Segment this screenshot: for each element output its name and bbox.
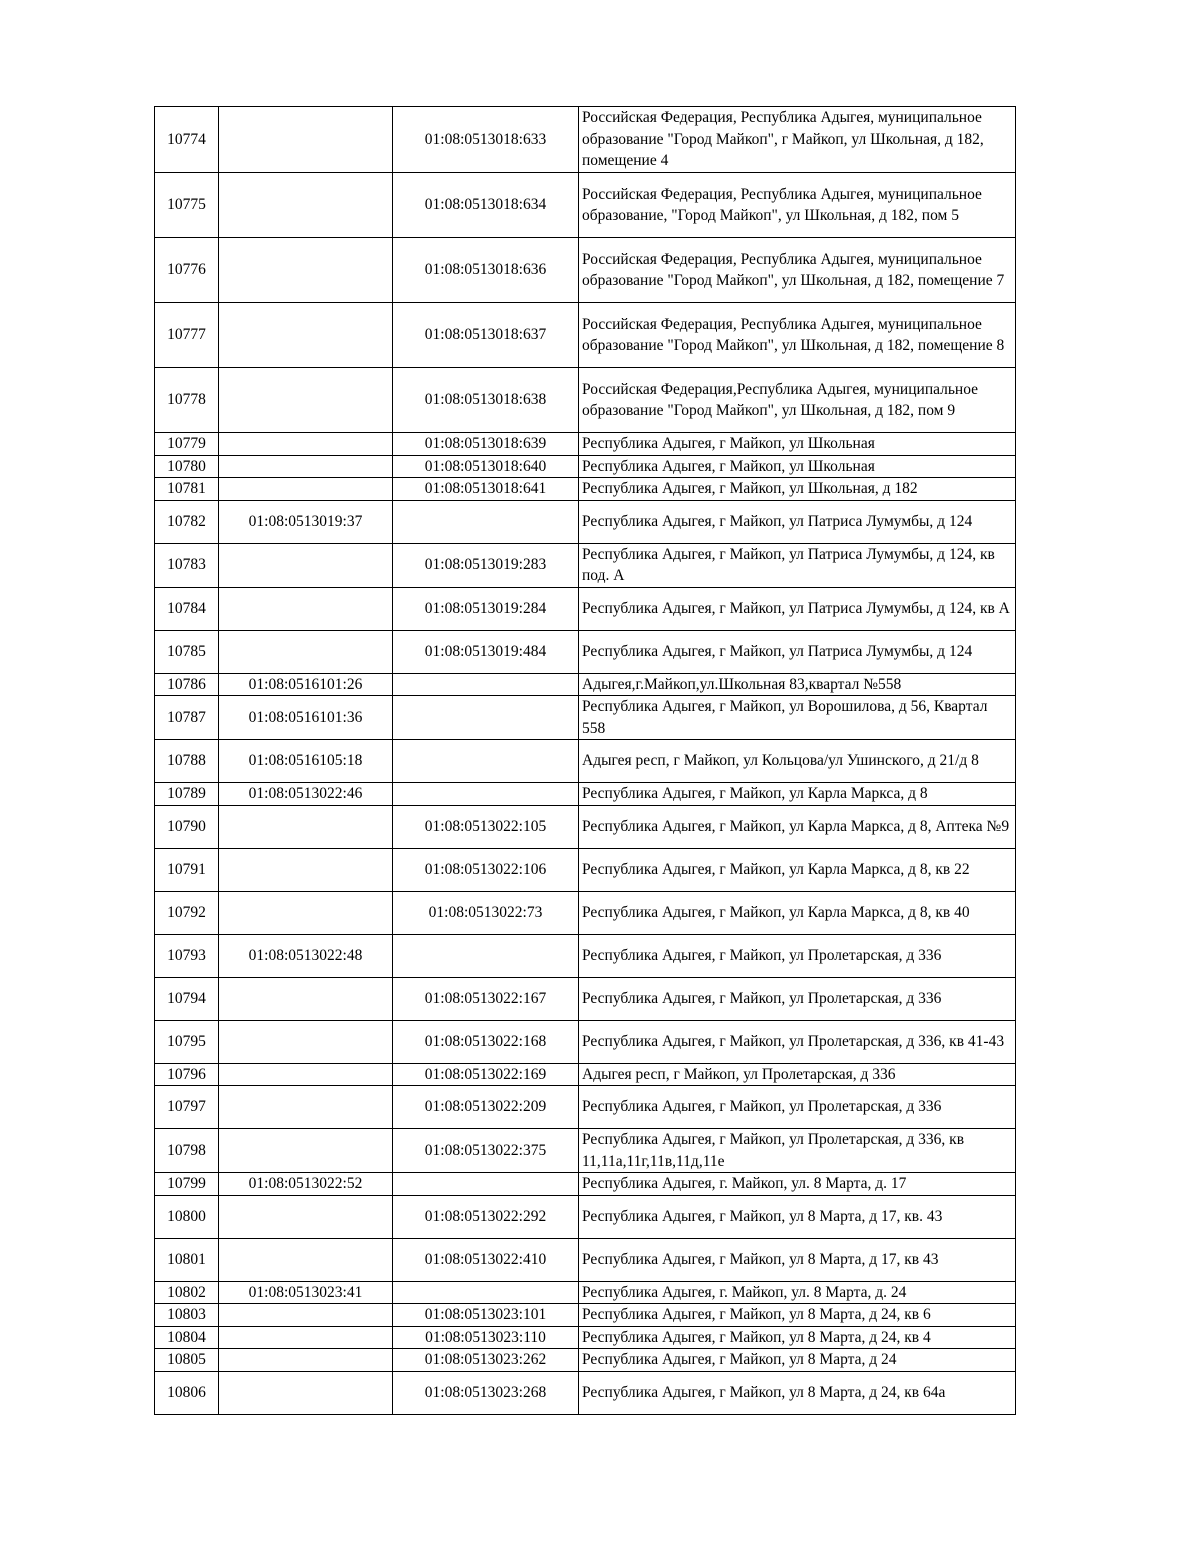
table-row [155,173,1016,238]
address-cell: Республика Адыгея, г Майкоп, ул 8 Марта, д 17, кв. 43 [579,1195,1016,1238]
row-number-cell: 10799 [155,1173,219,1196]
address-cell: Адыгея респ, г Майкоп, ул Пролетарская, д 336 [579,1063,1016,1086]
row-number-cell: 10804 [155,1326,219,1349]
table-row [155,478,1016,501]
table-row [155,696,1016,740]
object-cadastral-number-cell: 01:08:0513022:375 [393,1129,579,1173]
land-cadastral-number-cell [219,587,393,630]
object-cadastral-number-cell: 01:08:0513018:636 [393,238,579,303]
object-cadastral-number-cell: 01:08:0513022:73 [393,891,579,934]
table-row [155,891,1016,934]
object-cadastral-number-cell: 01:08:0513023:101 [393,1304,579,1327]
land-cadastral-number-cell: 01:08:0516101:36 [219,696,393,740]
land-cadastral-number-cell [219,478,393,501]
address-cell: Республика Адыгея, г Майкоп, ул Пролетарская, д 336 [579,934,1016,977]
row-number-cell: 10801 [155,1238,219,1281]
address-cell: Российская Федерация, Республика Адыгея, муниципальное образование, "Город Майкоп", ул Школьная, д 182, пом 5 [579,173,1016,238]
address-cell: Республика Адыгея, г Майкоп, ул Карла Маркса, д 8 [579,783,1016,806]
object-cadastral-number-cell: 01:08:0513022:169 [393,1063,579,1086]
land-cadastral-number-cell [219,107,393,173]
land-cadastral-number-cell: 01:08:0513022:52 [219,1173,393,1196]
row-number-cell: 10785 [155,630,219,673]
table-row [155,630,1016,673]
address-cell: Российская Федерация, Республика Адыгея, муниципальное образование "Город Майкоп", ул Школьная, д 182, помещение 8 [579,303,1016,368]
row-number-cell: 10775 [155,173,219,238]
land-cadastral-number-cell [219,977,393,1020]
table-row [155,1349,1016,1372]
object-cadastral-number-cell [393,934,579,977]
address-cell: Республика Адыгея, г Майкоп, ул Патриса Лумумбы, д 124 [579,630,1016,673]
land-cadastral-number-cell: 01:08:0513022:46 [219,783,393,806]
object-cadastral-number-cell: 01:08:0513022:106 [393,848,579,891]
object-cadastral-number-cell: 01:08:0513023:268 [393,1371,579,1414]
registry-table [154,106,1016,1415]
land-cadastral-number-cell [219,543,393,587]
table-row [155,1371,1016,1414]
row-number-cell: 10784 [155,587,219,630]
land-cadastral-number-cell [219,1020,393,1063]
table-row [155,1086,1016,1129]
object-cadastral-number-cell: 01:08:0513023:262 [393,1349,579,1372]
address-cell: Республика Адыгея, г Майкоп, ул Карла Маркса, д 8, кв 40 [579,891,1016,934]
land-cadastral-number-cell [219,433,393,456]
object-cadastral-number-cell [393,673,579,696]
address-cell: Республика Адыгея, г Майкоп, ул Пролетарская, д 336 [579,1086,1016,1129]
table-row [155,783,1016,806]
row-number-cell: 10800 [155,1195,219,1238]
object-cadastral-number-cell: 01:08:0513018:634 [393,173,579,238]
land-cadastral-number-cell [219,891,393,934]
address-cell: Адыгея,г.Майкоп,ул.Школьная 83,квартал №558 [579,673,1016,696]
land-cadastral-number-cell [219,1086,393,1129]
table-row [155,1281,1016,1304]
row-number-cell: 10786 [155,673,219,696]
table-row [155,1173,1016,1196]
object-cadastral-number-cell: 01:08:0513022:167 [393,977,579,1020]
row-number-cell: 10803 [155,1304,219,1327]
table-row [155,1129,1016,1173]
row-number-cell: 10781 [155,478,219,501]
object-cadastral-number-cell [393,1281,579,1304]
table-row [155,1304,1016,1327]
row-number-cell: 10787 [155,696,219,740]
row-number-cell: 10792 [155,891,219,934]
land-cadastral-number-cell [219,1238,393,1281]
land-cadastral-number-cell: 01:08:0516101:26 [219,673,393,696]
address-cell: Республика Адыгея, г Майкоп, ул Пролетарская, д 336, кв 11,11а,11г,11в,11д,11е [579,1129,1016,1173]
address-cell: Республика Адыгея, г Майкоп, ул 8 Марта, д 24, кв 64а [579,1371,1016,1414]
row-number-cell: 10779 [155,433,219,456]
row-number-cell: 10796 [155,1063,219,1086]
land-cadastral-number-cell [219,238,393,303]
object-cadastral-number-cell: 01:08:0513019:484 [393,630,579,673]
address-cell: Российская Федерация, Республика Адыгея, муниципальное образование "Город Майкоп", г Майкоп, ул Школьная, д 182, помещение 4 [579,107,1016,173]
row-number-cell: 10789 [155,783,219,806]
object-cadastral-number-cell: 01:08:0513018:637 [393,303,579,368]
table-row [155,848,1016,891]
row-number-cell: 10802 [155,1281,219,1304]
land-cadastral-number-cell [219,1326,393,1349]
address-cell: Республика Адыгея, г Майкоп, ул Школьная, д 182 [579,478,1016,501]
row-number-cell: 10778 [155,368,219,433]
table-row [155,977,1016,1020]
address-cell: Республика Адыгея, г Майкоп, ул Карла Маркса, д 8, Аптека №9 [579,805,1016,848]
address-cell: Республика Адыгея, г Майкоп, ул Патриса Лумумбы, д 124 [579,500,1016,543]
land-cadastral-number-cell [219,1349,393,1372]
address-cell: Республика Адыгея, г Майкоп, ул Пролетарская, д 336 [579,977,1016,1020]
table-row [155,455,1016,478]
object-cadastral-number-cell [393,740,579,783]
row-number-cell: 10777 [155,303,219,368]
row-number-cell: 10782 [155,500,219,543]
object-cadastral-number-cell: 01:08:0513019:284 [393,587,579,630]
table-row [155,1238,1016,1281]
table-row [155,1326,1016,1349]
address-cell: Республика Адыгея, г Майкоп, ул 8 Марта, д 24 [579,1349,1016,1372]
object-cadastral-number-cell [393,783,579,806]
object-cadastral-number-cell: 01:08:0513018:633 [393,107,579,173]
row-number-cell: 10797 [155,1086,219,1129]
land-cadastral-number-cell [219,173,393,238]
row-number-cell: 10774 [155,107,219,173]
table-row [155,740,1016,783]
table-row [155,433,1016,456]
address-cell: Республика Адыгея, г. Майкоп, ул. 8 Марта, д. 24 [579,1281,1016,1304]
address-cell: Республика Адыгея, г Майкоп, ул Пролетарская, д 336, кв 41-43 [579,1020,1016,1063]
row-number-cell: 10806 [155,1371,219,1414]
address-cell: Республика Адыгея, г Майкоп, ул Карла Маркса, д 8, кв 22 [579,848,1016,891]
land-cadastral-number-cell [219,848,393,891]
table-row [155,1063,1016,1086]
address-cell: Адыгея респ, г Майкоп, ул Кольцова/ул Ушинского, д 21/д 8 [579,740,1016,783]
address-cell: Российская Федерация,Республика Адыгея, муниципальное образование "Город Майкоп", ул Школьная, д 182, пом 9 [579,368,1016,433]
table-row [155,805,1016,848]
table-row [155,238,1016,303]
row-number-cell: 10805 [155,1349,219,1372]
table-row [155,107,1016,173]
land-cadastral-number-cell [219,1129,393,1173]
land-cadastral-number-cell [219,1304,393,1327]
land-cadastral-number-cell [219,1195,393,1238]
row-number-cell: 10795 [155,1020,219,1063]
row-number-cell: 10783 [155,543,219,587]
land-cadastral-number-cell [219,455,393,478]
table-row [155,543,1016,587]
address-cell: Республика Адыгея, г Майкоп, ул Патриса Лумумбы, д 124, кв А [579,587,1016,630]
land-cadastral-number-cell: 01:08:0513019:37 [219,500,393,543]
row-number-cell: 10793 [155,934,219,977]
object-cadastral-number-cell: 01:08:0513018:639 [393,433,579,456]
object-cadastral-number-cell [393,696,579,740]
address-cell: Республика Адыгея, г Майкоп, ул 8 Марта, д 24, кв 4 [579,1326,1016,1349]
land-cadastral-number-cell [219,303,393,368]
land-cadastral-number-cell [219,368,393,433]
table-row [155,500,1016,543]
object-cadastral-number-cell [393,500,579,543]
object-cadastral-number-cell: 01:08:0513023:110 [393,1326,579,1349]
table-row [155,1020,1016,1063]
object-cadastral-number-cell: 01:08:0513018:640 [393,455,579,478]
object-cadastral-number-cell: 01:08:0513022:209 [393,1086,579,1129]
address-cell: Республика Адыгея, г Майкоп, ул Школьная [579,455,1016,478]
address-cell: Республика Адыгея, г Майкоп, ул 8 Марта, д 24, кв 6 [579,1304,1016,1327]
table-row [155,673,1016,696]
object-cadastral-number-cell: 01:08:0513022:105 [393,805,579,848]
table-row [155,934,1016,977]
table-row [155,587,1016,630]
land-cadastral-number-cell [219,1063,393,1086]
object-cadastral-number-cell: 01:08:0513018:638 [393,368,579,433]
registry-table-body [155,107,1016,1415]
land-cadastral-number-cell: 01:08:0513023:41 [219,1281,393,1304]
object-cadastral-number-cell: 01:08:0513019:283 [393,543,579,587]
table-row [155,1195,1016,1238]
object-cadastral-number-cell: 01:08:0513018:641 [393,478,579,501]
row-number-cell: 10790 [155,805,219,848]
row-number-cell: 10794 [155,977,219,1020]
row-number-cell: 10776 [155,238,219,303]
land-cadastral-number-cell [219,1371,393,1414]
row-number-cell: 10791 [155,848,219,891]
address-cell: Республика Адыгея, г Майкоп, ул Школьная [579,433,1016,456]
land-cadastral-number-cell [219,805,393,848]
table-row [155,368,1016,433]
address-cell: Республика Адыгея, г Майкоп, ул Ворошилова, д 56, Квартал 558 [579,696,1016,740]
address-cell: Республика Адыгея, г Майкоп, ул 8 Марта, д 17, кв 43 [579,1238,1016,1281]
row-number-cell: 10780 [155,455,219,478]
land-cadastral-number-cell: 01:08:0516105:18 [219,740,393,783]
object-cadastral-number-cell: 01:08:0513022:410 [393,1238,579,1281]
address-cell: Республика Адыгея, г Майкоп, ул Патриса Лумумбы, д 124, кв под. А [579,543,1016,587]
row-number-cell: 10798 [155,1129,219,1173]
address-cell: Российская Федерация, Республика Адыгея, муниципальное образование "Город Майкоп", ул Школьная, д 182, помещение 7 [579,238,1016,303]
land-cadastral-number-cell [219,630,393,673]
table-row [155,303,1016,368]
row-number-cell: 10788 [155,740,219,783]
object-cadastral-number-cell: 01:08:0513022:292 [393,1195,579,1238]
address-cell: Республика Адыгея, г. Майкоп, ул. 8 Марта, д. 17 [579,1173,1016,1196]
object-cadastral-number-cell [393,1173,579,1196]
land-cadastral-number-cell: 01:08:0513022:48 [219,934,393,977]
object-cadastral-number-cell: 01:08:0513022:168 [393,1020,579,1063]
